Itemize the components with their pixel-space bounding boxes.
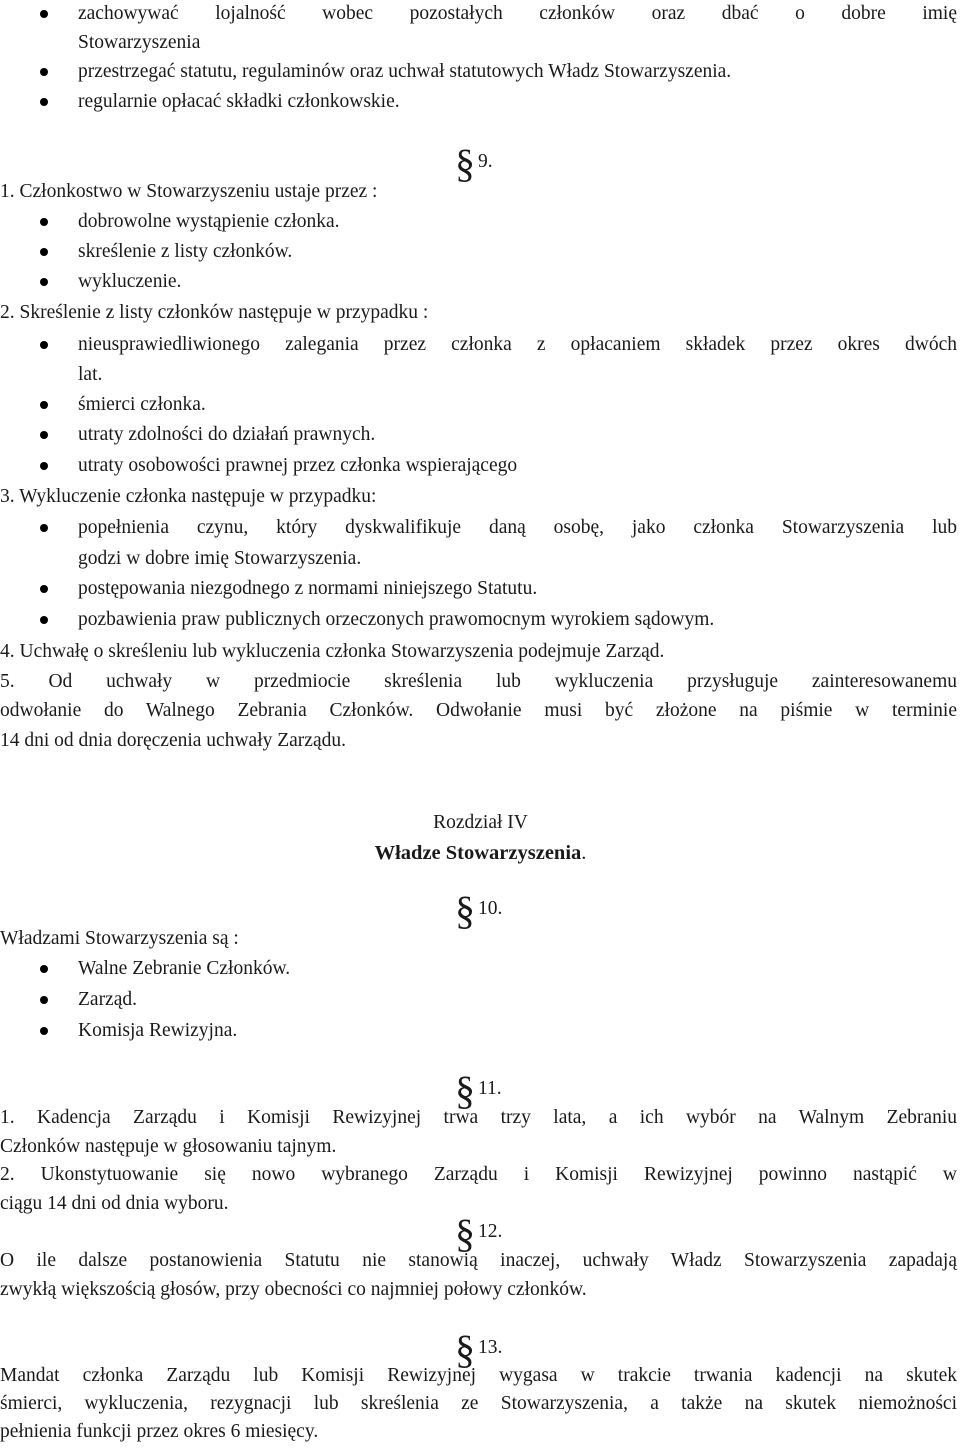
paragraph-line: zwykłą większością głosów, przy obecności co najmniej połowy członków. xyxy=(0,1279,587,1300)
list-item: Komisja Rewizyjna. xyxy=(78,1020,238,1041)
chapter-label: Rozdział IV xyxy=(433,812,528,833)
list-item: śmierci członka. xyxy=(78,394,206,415)
list-item: postępowania niezgodnego z normami niniejszego Statutu. xyxy=(78,578,538,599)
paragraph-line: 2. Ukonstytuowanie się nowo wybranego Zarządu i Komisji Rewizyjnej powinno nastąpić w xyxy=(0,1164,957,1185)
list-item: regularnie opłacać składki członkowskie. xyxy=(78,91,400,112)
list-item-continuation: Stowarzyszenia xyxy=(78,32,201,53)
paragraph-line: pełnienia funkcji przez okres 6 miesięcy. xyxy=(0,1421,319,1442)
paragraph-heading: Władzami Stowarzyszenia są : xyxy=(0,928,239,949)
section-symbol: § xyxy=(455,1068,475,1113)
section-number: 12. xyxy=(478,1221,503,1242)
chapter-title xyxy=(2,839,959,867)
list-item: przestrzegać statutu, regulaminów oraz uchwał statutowych Władz Stowarzyszenia. xyxy=(78,61,732,82)
paragraph-line: ciągu 14 dni od dnia wyboru. xyxy=(0,1193,229,1214)
bullet-icon xyxy=(40,585,48,593)
list-item: Walne Zebranie Członków. xyxy=(78,958,291,979)
bullet-icon xyxy=(40,462,48,470)
bullet-icon xyxy=(40,278,48,286)
chapter-title-suffix: . xyxy=(581,842,587,864)
paragraph-heading: 1. Członkostwo w Stowarzyszeniu ustaje przez : xyxy=(0,181,378,202)
paragraph-line: odwołanie do Walnego Zebrania Członków. Odwołanie musi być złożone na piśmie w terminie xyxy=(0,700,957,721)
bullet-icon xyxy=(40,248,48,256)
paragraph-heading: 2. Skreślenie z listy członków następuje w przypadku : xyxy=(0,302,429,323)
bullet-icon xyxy=(40,616,48,624)
section-number: 10. xyxy=(478,898,503,919)
bullet-icon xyxy=(40,10,48,18)
section-symbol: § xyxy=(455,888,475,933)
bullet-icon xyxy=(40,341,48,349)
paragraph-line: O ile dalsze postanowienia Statutu nie stanowią inaczej, uchwały Władz Stowarzyszenia zapadają xyxy=(0,1250,957,1271)
list-item: utraty osobowości prawnej przez członka wspierającego xyxy=(78,455,518,476)
paragraph: 4. Uchwałę o skreśleniu lub wykluczenia członka Stowarzyszenia podejmuje Zarząd. xyxy=(0,641,665,662)
paragraph-line: Członków następuje w głosowaniu tajnym. xyxy=(0,1136,337,1157)
bullet-icon xyxy=(40,431,48,439)
bullet-icon xyxy=(40,98,48,106)
paragraph-heading: 3. Wykluczenie członka następuje w przypadku: xyxy=(0,486,377,507)
list-item: wykluczenie. xyxy=(78,271,182,292)
list-item: nieusprawiedliwionego zalegania przez członka z opłacaniem składek przez okres dwóch xyxy=(78,334,957,355)
list-item: skreślenie z listy członków. xyxy=(78,241,293,262)
list-item: dobrowolne wystąpienie członka. xyxy=(78,211,340,232)
section-symbol: § xyxy=(455,1211,475,1256)
list-item: zachowywać lojalność wobec pozostałych członków oraz dbać o dobre imię xyxy=(78,3,957,24)
bullet-icon xyxy=(40,965,48,973)
paragraph-line: 5. Od uchwały w przedmiocie skreślenia lub wykluczenia przysługuje zainteresowanemu xyxy=(0,671,957,692)
list-item-continuation: lat. xyxy=(78,364,103,385)
list-item: pozbawienia praw publicznych orzeczonych prawomocnym wyrokiem sądowym. xyxy=(78,609,715,630)
paragraph-line: 14 dni od dnia doręczenia uchwały Zarządu. xyxy=(0,730,346,751)
bullet-icon xyxy=(40,401,48,409)
bullet-icon xyxy=(40,68,48,76)
section-number: 11. xyxy=(478,1078,502,1099)
list-item: utraty zdolności do działań prawnych. xyxy=(78,424,376,445)
bullet-icon xyxy=(40,524,48,532)
bullet-icon xyxy=(40,1027,48,1035)
bullet-icon xyxy=(40,996,48,1004)
list-item: Zarząd. xyxy=(78,989,137,1010)
paragraph-line: Mandat członka Zarządu lub Komisji Rewizyjnej wygasa w trakcie trwania kadencji na skutek xyxy=(0,1365,957,1386)
paragraph-line: 1. Kadencja Zarządu i Komisji Rewizyjnej trwa trzy lata, a ich wybór na Walnym Zebraniu xyxy=(0,1107,957,1128)
section-number: 9. xyxy=(478,151,493,172)
list-item: popełnienia czynu, który dyskwalifikuje daną osobę, jako członka Stowarzyszenia lub xyxy=(78,517,957,538)
paragraph-line: śmierci, wykluczenia, rezygnacji lub skreślenia ze Stowarzyszenia, a także na skutek niemożności xyxy=(0,1393,957,1414)
section-symbol: § xyxy=(455,1327,475,1372)
chapter-title-text: Władze Stowarzyszenia xyxy=(374,842,582,864)
section-number: 13. xyxy=(478,1337,503,1358)
list-item-continuation: godzi w dobre imię Stowarzyszenia. xyxy=(78,548,362,569)
section-symbol: § xyxy=(455,141,475,186)
bullet-icon xyxy=(40,218,48,226)
